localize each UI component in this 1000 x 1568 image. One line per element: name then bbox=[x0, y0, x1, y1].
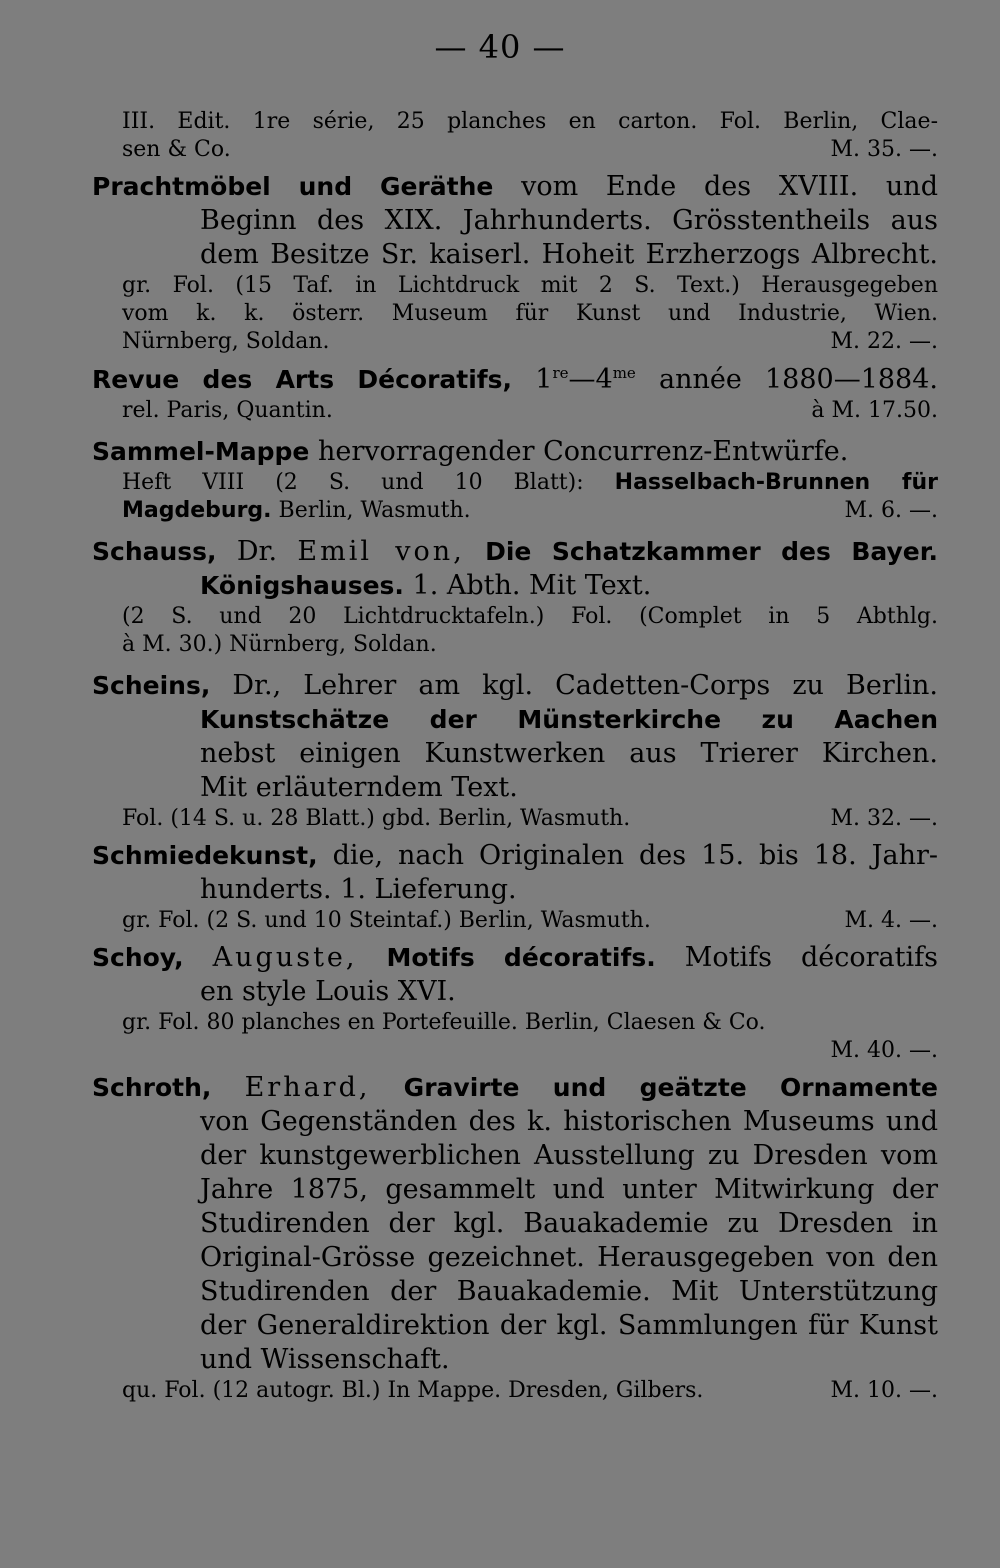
entry-line: Mit erläuterndem Text. bbox=[200, 772, 518, 803]
entry-price: M. 10. —. bbox=[830, 1378, 938, 1403]
entry-line: hunderts. 1. Lieferung. bbox=[200, 874, 517, 905]
entry-price: M. 4. —. bbox=[844, 908, 938, 933]
catalog-entry bbox=[92, 839, 938, 935]
entry-author: Schauss, bbox=[92, 537, 217, 566]
entry-title-rest: die, nach Originalen des 15. bis 18. Jahr- bbox=[332, 840, 938, 871]
entry-title: Kunstschätze der Münsterkirche zu Aachen bbox=[200, 705, 938, 734]
page-number: — 40 — bbox=[434, 28, 566, 66]
entry-author: Schoy, bbox=[92, 943, 184, 972]
entry-line: Jahre 1875, gesammelt und unter Mitwirkung der bbox=[200, 1174, 938, 1205]
catalog-entry: Scheins, Dr., Lehrer am kgl. Cadetten-Corps zu Berlin. Kunstschätze der Münsterkirche zu Aachen nebst einigen Kunstwerken aus Trierer Kirchen. Mit erläuterndem Text. Fol. (14 S. u. 28 Blatt.) gbd. Berlin, Wasmuth. M. 32. —. bbox=[92, 670, 938, 831]
entry-title: Revue des Arts Décoratifs, bbox=[92, 365, 513, 394]
catalog-entry: Revue des Arts Décoratifs, $1re—4^{me}$ année 1880—1884. rel. Paris, Quantin. à M. 17.50. bbox=[92, 364, 938, 423]
entry-line: nebst einigen Kunstwerken aus Trierer Kirchen. bbox=[200, 738, 938, 769]
entry-line: III. Edit. 1re série, 25 planches en carton. Fol. Berlin, Clae- bbox=[122, 109, 938, 134]
entry-line: (2 S. und 20 Lichtdrucktafeln.) Fol. (Complet in 5 Abthlg. bbox=[122, 604, 938, 629]
entry-title: Motifs décoratifs. bbox=[386, 943, 656, 972]
entry-list bbox=[92, 108, 938, 1405]
entry-title-rest: vom Ende des XVIII. und bbox=[521, 171, 938, 202]
entry-line: Studirenden der Bauakademie. Mit Unterstützung bbox=[200, 1276, 938, 1307]
entry-title: Schmiedekunst, bbox=[92, 841, 318, 870]
entry-title: Die Schatzkammer des Bayer. bbox=[485, 537, 938, 566]
entry-author: Schroth, bbox=[92, 1073, 212, 1102]
entry-line: à M. 30.) Nürnberg, Soldan. bbox=[122, 632, 437, 657]
entry-line: und Wissenschaft. bbox=[200, 1344, 450, 1375]
entry-line: rel. Paris, Quantin. bbox=[122, 398, 333, 423]
entry-line: der Generaldirektion der kgl. Sammlungen für Kunst bbox=[200, 1310, 938, 1341]
entry-line: Beginn des XIX. Jahrhunderts. Grösstentheils aus bbox=[200, 205, 938, 236]
entry-imprint: gr. Fol. (2 S. und 10 Steintaf.) Berlin, Wasmuth. bbox=[122, 908, 651, 933]
entry-price: M. 40. —. bbox=[830, 1038, 938, 1063]
entry-title: Prachtmöbel und Geräthe bbox=[92, 172, 494, 201]
entry-line: von Gegenständen des k. historischen Museums und bbox=[200, 1106, 938, 1137]
entry-imprint: gr. Fol. 80 planches en Portefeuille. Berlin, Claesen & Co. bbox=[122, 1010, 766, 1035]
entry-title: Sammel-Mappe bbox=[92, 437, 310, 466]
entry-line: Original-Grösse gezeichnet. Herausgegeben von den bbox=[200, 1242, 938, 1273]
entry-line: Nürnberg, Soldan. bbox=[122, 329, 330, 354]
catalog-entry: Sammel-Mappe hervorragender Concurrenz-Entwürfe. Heft VIII (2 S. und 10 Blatt): Hasselbach-Brunnen für Magdeburg. Berlin, Wasmuth. M. 6. —. bbox=[92, 436, 938, 523]
entry-line: gr. Fol. (15 Taf. in Lichtdruck mit 2 S. Text.) Herausgegeben bbox=[122, 273, 938, 298]
catalog-entry: Schroth, Erhard, Gravirte und geätzte Ornamente von Gegenständen des k. historischen Museums und der kunstgewerblichen Ausstellung zu Dresden vom Jahre 1875, gesammelt und unter Mitwirkung der Studirenden der kgl. Bauakademie zu Dresden in Original-Grösse gezeichnet. Herausgegeben von den Studirenden der Bauakademie. Mit Unterstützung der Generaldirektion der kgl. Sammlungen für Kunst und Wissenschaft. qu. Fol. (12 autogr. Bl.) In Mappe. Dresden, Gilbers. M. 10. —. bbox=[92, 1072, 939, 1403]
entry-imprint: Fol. (14 S. u. 28 Blatt.) gbd. Berlin, Wasmuth. bbox=[122, 806, 631, 831]
entry-price: M. 32. —. bbox=[830, 806, 938, 831]
catalog-entry bbox=[92, 108, 938, 164]
entry-line: dem Besitze Sr. kaiserl. Hoheit Erzherzogs Albrecht. bbox=[200, 239, 938, 270]
entry-line: Studirenden der kgl. Bauakademie zu Dresden in bbox=[200, 1208, 938, 1239]
entry-price: M. 6. —. bbox=[844, 498, 938, 523]
entry-price: M. 35. —. bbox=[830, 137, 938, 162]
entry-line: sen & Co. bbox=[122, 137, 231, 162]
entry-price: à M. 17.50. bbox=[811, 398, 938, 423]
entry-line: der kunstgewerblichen Ausstellung zu Dresden vom bbox=[200, 1140, 938, 1171]
entry-title: Gravirte und geätzte Ornamente bbox=[403, 1073, 939, 1102]
entry-line: en style Louis XVI. bbox=[200, 976, 456, 1007]
catalog-entry: Schauss, Dr. Emil von, Die Schatzkammer des Bayer. Königshauses. 1. Abth. Mit Text. (2 S. und 20 Lichtdrucktafeln.) Fol. (Complet in 5 Abthlg. à M. 30.) Nürnberg, Soldan. bbox=[92, 536, 938, 657]
entry-title-rest: Motifs décoratifs bbox=[684, 942, 938, 973]
entry-author: Scheins, bbox=[92, 671, 211, 700]
catalog-entry: Schoy, Auguste, Motifs décoratifs. Motifs décoratifs en style Louis XVI. gr. Fol. 80 planches en Portefeuille. Berlin, Claesen & Co. M. 40. —. bbox=[92, 942, 938, 1063]
catalog-entry bbox=[92, 170, 938, 356]
entry-imprint: qu. Fol. (12 autogr. Bl.) In Mappe. Dresden, Gilbers. bbox=[122, 1378, 704, 1403]
entry-title-rest: hervorragender Concurrenz-Entwürfe. bbox=[317, 436, 849, 467]
entry-price: M. 22. —. bbox=[830, 329, 938, 354]
entry-line: vom k. k. österr. Museum für Kunst und Industrie, Wien. bbox=[122, 301, 938, 326]
